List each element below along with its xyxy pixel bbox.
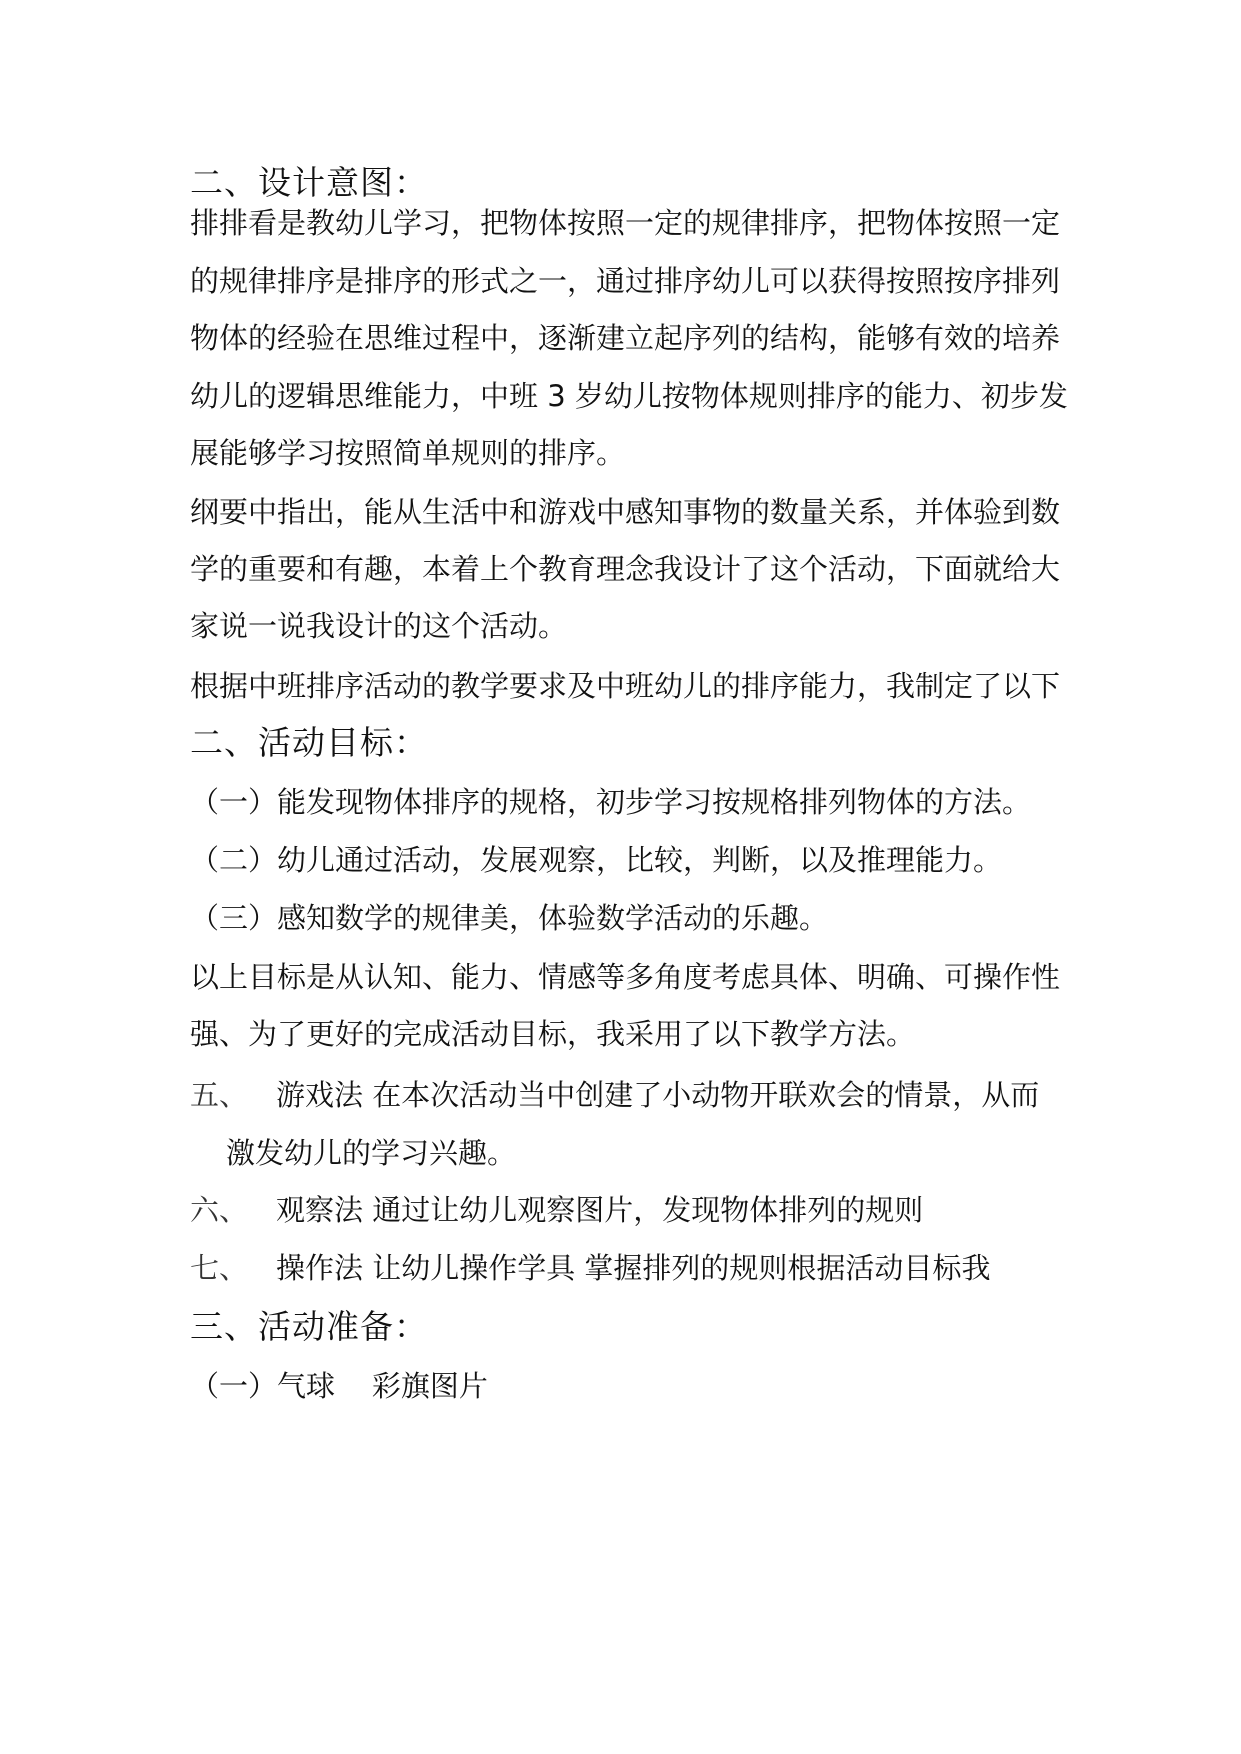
paragraph-line: 的规律排序是排序的形式之一，通过排序幼儿可以获得按照按序排列 — [190, 264, 1061, 298]
method-marker: 七、 — [190, 1251, 249, 1285]
method-marker: 五、 — [190, 1078, 249, 1112]
section-heading-preparation: 三、活动准备： — [190, 1307, 428, 1346]
section-heading-activity-goals: 二、活动目标： — [190, 723, 428, 762]
paragraph-line: 幼儿的逻辑思维能力，中班 3 岁幼儿按物体规则排序的能力、初步发 — [190, 379, 1068, 413]
method-item-operation — [190, 1248, 990, 1288]
paragraph-line: 强、为了更好的完成活动目标，我采用了以下教学方法。 — [190, 1017, 916, 1051]
goal-item: （三）感知数学的规律美，体验数学活动的乐趣。 — [190, 901, 829, 935]
method-item-continuation: 激发幼儿的学习兴趣。 — [226, 1136, 517, 1170]
method-item-game — [190, 1075, 1039, 1115]
paragraph-line: 根据中班排序活动的教学要求及中班幼儿的排序能力，我制定了以下 — [190, 669, 1061, 703]
method-item-observation — [190, 1190, 923, 1230]
method-marker: 六、 — [190, 1193, 249, 1227]
paragraph-line: 学的重要和有趣，本着上个教育理念我设计了这个活动，下面就给大 — [190, 552, 1061, 586]
method-text: 操作法 让幼儿操作学具 掌握排列的规则根据活动目标我 — [276, 1251, 991, 1285]
paragraph-line: 以上目标是从认知、能力、情感等多角度考虑具体、明确、可操作性 — [190, 960, 1061, 994]
paragraph-line: 纲要中指出，能从生活中和游戏中感知事物的数量关系，并体验到数 — [190, 495, 1061, 529]
section-heading-design-intent: 二、设计意图： — [190, 163, 428, 202]
paragraph-line: 家说一说我设计的这个活动。 — [190, 609, 568, 643]
method-text: 游戏法 在本次活动当中创建了小动物开联欢会的情景，从而 — [276, 1078, 1040, 1112]
method-text: 观察法 通过让幼儿观察图片，发现物体排列的规则 — [276, 1193, 924, 1227]
goal-item: （一）能发现物体排序的规格，初步学习按规格排列物体的方法。 — [190, 785, 1032, 819]
preparation-item: （一）气球 彩旗图片 — [190, 1369, 488, 1403]
goal-item: （二）幼儿通过活动，发展观察，比较，判断，以及推理能力。 — [190, 843, 1003, 877]
paragraph-line: 排排看是教幼儿学习，把物体按照一定的规律排序，把物体按照一定 — [190, 206, 1061, 240]
paragraph-line: 展能够学习按照简单规则的排序。 — [190, 436, 626, 470]
paragraph-line: 物体的经验在思维过程中，逐渐建立起序列的结构，能够有效的培养 — [190, 321, 1061, 355]
